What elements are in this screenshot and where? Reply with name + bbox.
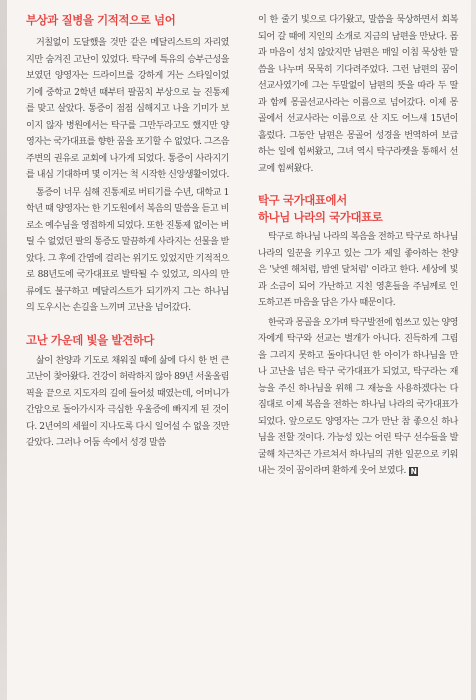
- paragraph-national-team-1: 탁구로 하나님 나라의 복음을 전하고 탁구로 하나님 나라의 일꾼을 키우고 있는 그가 제일 좋아하는 찬양은 '낮엔 해처럼, 밤엔 달처럼' 이라고 한다. 세상에 빛과 소금이 되어 가난하고 지친 영혼들을 주님께로 인도하고픈 마음을 담은 가사 때문이다.: [258, 232, 458, 308]
- section-heading-national-team-line1: 탁구 국가대표에서: [258, 193, 347, 207]
- page-right-edge: [471, 0, 476, 700]
- paragraph-national-team-2: [258, 315, 458, 480]
- paragraph-national-team-2-text: 한국과 몽골을 오가며 탁구발전에 힘쓰고 있는 양영자에게 탁구와 선교는 별개가 아니다. 진득하게 그림을 그리지 못하고 돌아다니던 한 아이가 하나님을 만나 고난을 넘은 탁구 국가대표가 되었고, 탁구라는 재능을 주신 하나님을 위해 그 재능을 사용하겠다는 다짐대로 이제 복음을 전하는 하나님 나라의 국가대표가 되었다. 앞으로도 양영자는 그가 만난 참 좋으신 하나님을 전할 것이다. 가능성 있는 어린 탁구 선수들을 발굴해 차근차근 가르쳐서 하나님의 귀한 일꾼으로 키워내는 것이 꿈이라며 환하게 웃어 보였다.: [258, 317, 458, 476]
- section-heading-national-team-line2: 하나님 나라의 국가대표로: [258, 210, 383, 224]
- article-end-mark-icon: N: [410, 467, 417, 476]
- paragraph-light-1: 삶이 찬양과 기도로 채워질 때에 삶에 다시 한 번 큰 고난이 찾아왔다. 건강이 허락하지 않아 89년 서울올림픽을 끝으로 지도자의 길에 들어섰 때였는데, 어머니가 간암으로 돌아가시자 극심한 우울증에 빠지게 된 것이다. 2년여의 세월이 지나도록 다시 일어설 수 없을 것만 같았다. 그러나 어둠 속에서 성경 말씀: [26, 355, 229, 448]
- paragraph-injury-1: 거칠없이 도달했을 것만 같은 메달리스트의 자리였지만 숨겨진 고난이 있었다. 탁구에 특유의 승부근성을 보였던 양영자는 드라이브를 강하게 거는 스타일이었기에 중학교 2학년 때부터 팔꿈치 부상으로 늘 진통제를 맞고 살았다. 통증이 점점 심해지고 나을 기미가 보이지 않자 병원에서는 탁구를 그만두라고도 했지만 양영자는 국가대표를 향한 꿈을 포기할 수 없었다. 그즈음 주변의 권유로 교회에 나가게 되었다. 통증이 사라지기를 내심 기대하며 몇 이거는 척 시작한 신앙생활이었다.: [26, 38, 229, 180]
- section-heading-light: 고난 가운데 빛을 발견하다: [26, 332, 155, 347]
- page-left-edge-shadow: [0, 0, 7, 700]
- section-heading-injury: 부상과 질병을 기적적으로 넘어: [26, 13, 176, 27]
- paragraph-continued: 이 한 줄기 빛으로 다가왔고, 말씀을 묵상하면서 회복되어 갈 때에 지인의 소개로 지금의 남편을 만났다. 몸과 마음이 성치 않았지만 남편은 매일 이침 묵상한 말씀을 나누며 묵묵히 기다려주었다. 그런 남편의 꿈이 선교사였기에 그는 두말없이 남편의 뜻을 따라 두 딸과 함께 몽골선교사라는 이름으로 넘어갔다. 이제 몽골에서 선교사라는 이름으로 산 지도 어느새 15년이 흘렀다. 그동안 남편은 몽골어 성경을 번역하여 보급하는 일에 힘써왔고, 그녀 역시 탁구라켓을 통해서 선교에 힘써왔다.: [258, 15, 458, 174]
- left-column: [26, 0, 229, 452]
- right-column: [258, 0, 458, 480]
- paragraph-injury-2: 통증이 너무 심해 진통제로 버티기를 수년, 대학교 1학년 때 양영자는 한 기도원에서 복음의 말씀을 듣고 비로소 예수님을 영접하게 되었다. 또한 진통제 없이는 버틸 수 없었던 팔의 통증도 말끔하게 사라지는 선물을 받았다. 그 후에 간염에 걸리는 위기도 있었지만 기적적으로 88년도에 국가대표로 발탁될 수 있었고, 의사의 만류에도 불구하고 메달리스트가 되기까지 그는 하나님의 도우시는 손길을 느끼며 고난을 넘어갔다.: [26, 187, 229, 313]
